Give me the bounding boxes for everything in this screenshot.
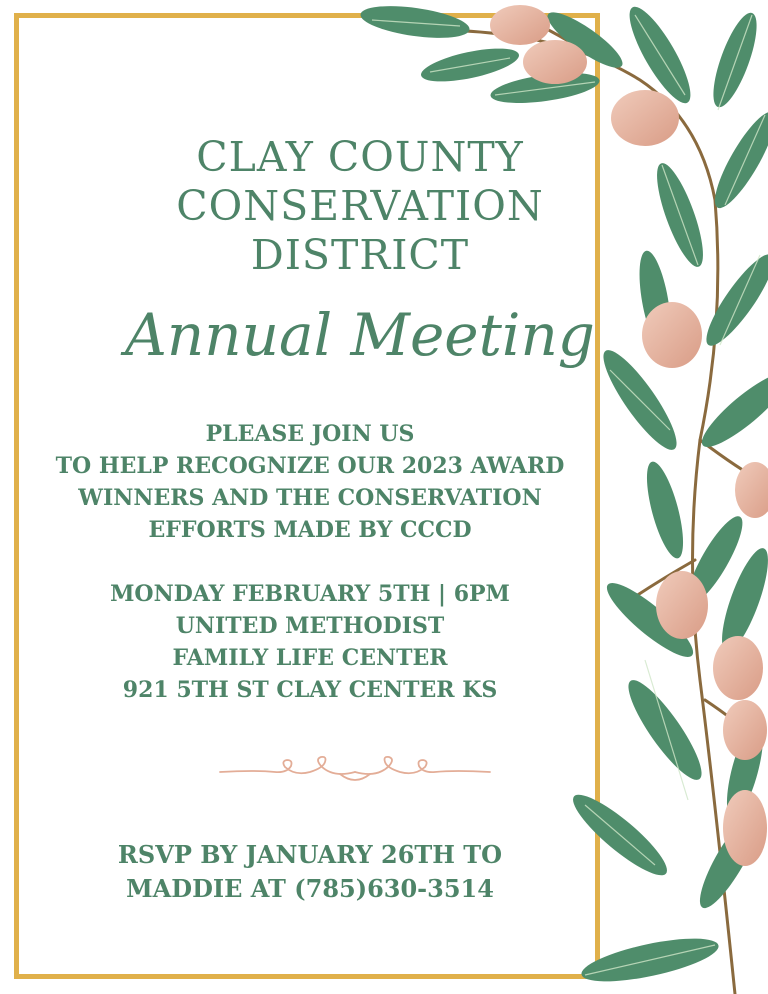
invitation-line-4: EFFORTS MADE BY CCCD bbox=[148, 517, 472, 543]
rsvp-line-1: RSVP BY JANUARY 26TH TO bbox=[117, 840, 503, 869]
title-line-2: CONSERVATION bbox=[176, 182, 544, 230]
district-title bbox=[100, 133, 620, 280]
rsvp-details bbox=[40, 838, 580, 906]
event-address: 921 5TH ST CLAY CENTER KS bbox=[122, 677, 498, 703]
invitation-line-2: TO HELP RECOGNIZE OUR 2023 AWARD bbox=[55, 453, 565, 479]
invitation-line-1: PLEASE JOIN US bbox=[205, 421, 415, 447]
title-line-3: DISTRICT bbox=[250, 231, 470, 279]
invitation-text bbox=[40, 418, 580, 546]
title-line-1: CLAY COUNTY bbox=[196, 133, 524, 181]
annual-meeting-heading: Annual Meeting bbox=[125, 301, 595, 369]
rsvp-line-2: MADDIE AT (785)630-3514 bbox=[126, 874, 494, 903]
event-details bbox=[40, 578, 580, 706]
event-datetime: MONDAY FEBRUARY 5TH | 6PM bbox=[110, 581, 510, 607]
invitation-line-3: WINNERS AND THE CONSERVATION bbox=[78, 485, 542, 511]
decorative-flourish bbox=[215, 752, 495, 788]
event-venue-1: UNITED METHODIST bbox=[175, 613, 445, 639]
event-venue-2: FAMILY LIFE CENTER bbox=[172, 645, 448, 671]
